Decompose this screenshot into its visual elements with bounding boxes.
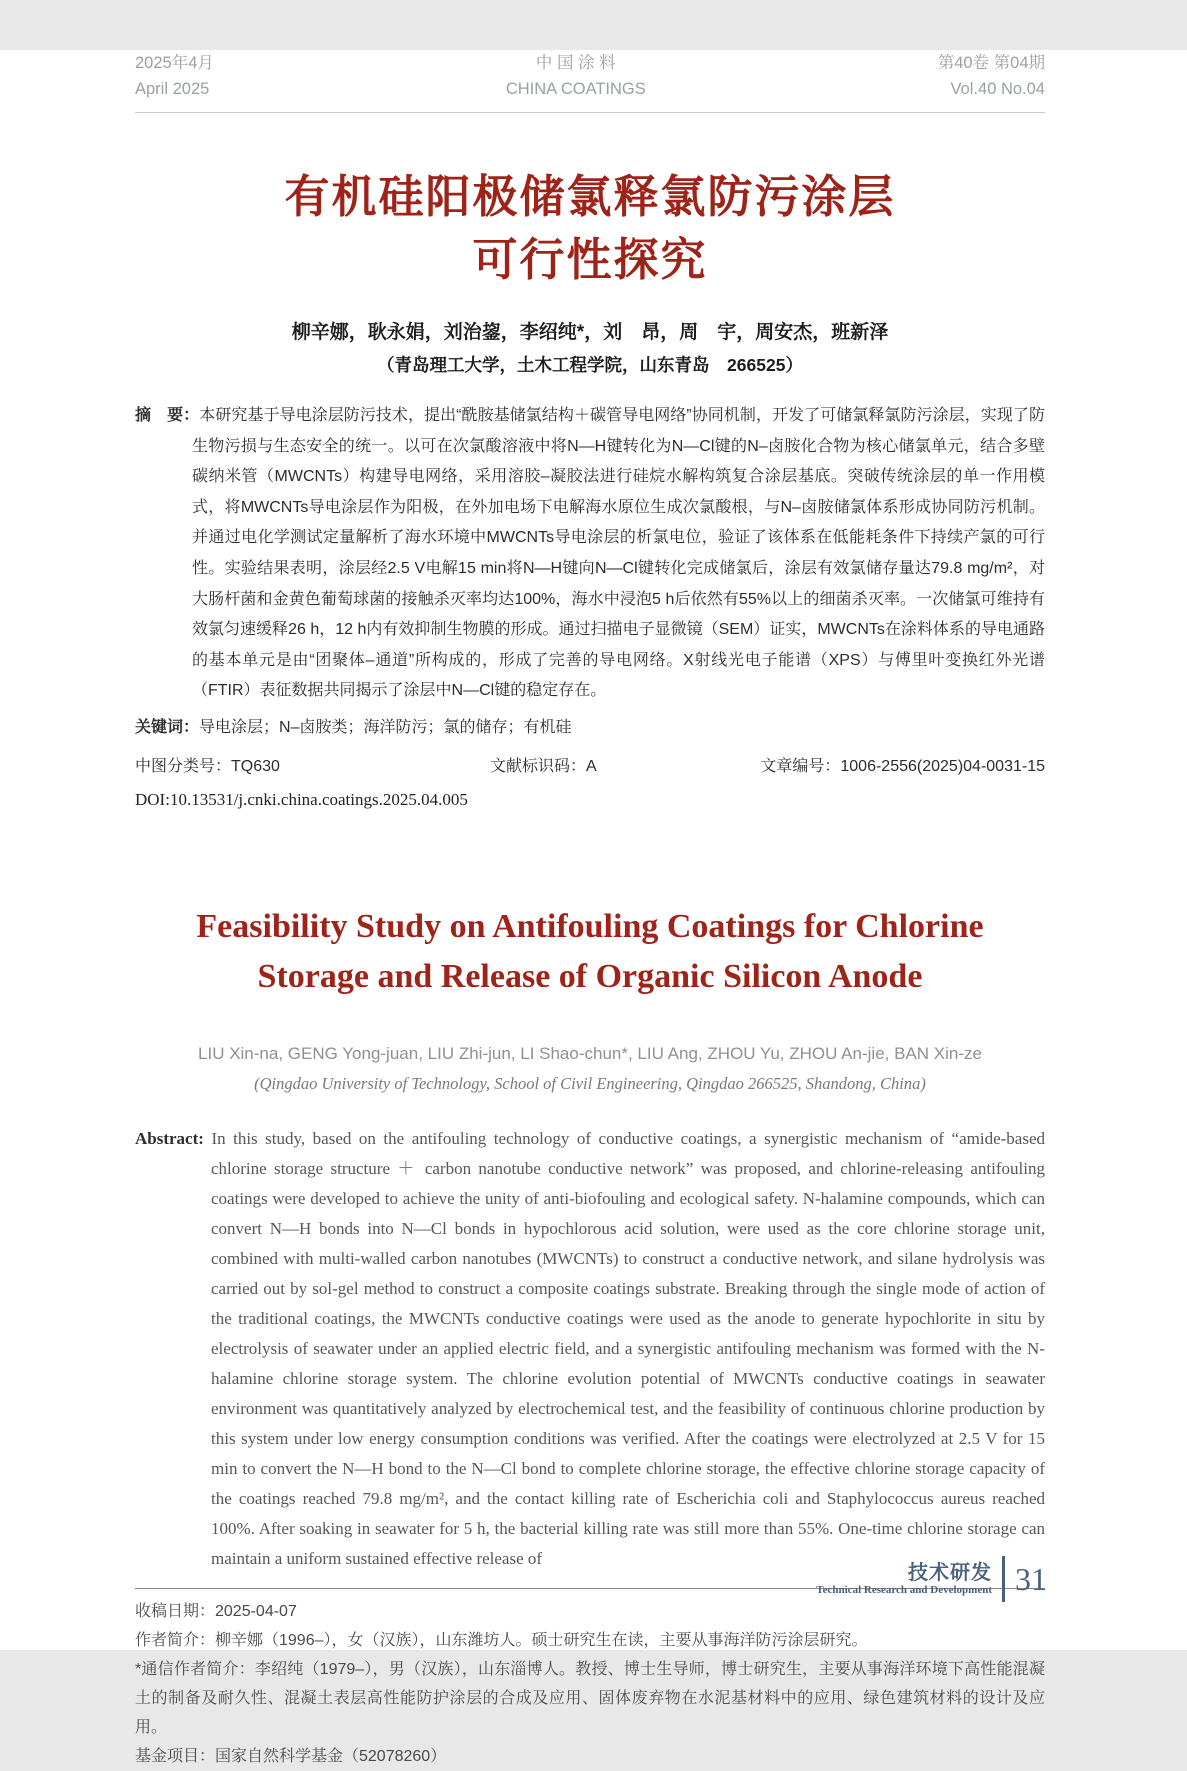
abstract-en-text: In this study, based on the antifouling technology of conductive coatings, a synergistic mechanism of “amide-based chlorine storage structure ＋ carbon nanotube conductive network” was proposed, and chlorine-releasing antifouling coatings were developed to achieve the unity of anti-biofouling and ecological safety. N-halamine compounds, which can convert N—H bonds into N—Cl bonds in hypochlorous acid solution, were used as the core chlorine storage unit, combined with multi-walled carbon nanotubes (MWCNTs) to construct a conductive network, and silane hydrolysis was carried out by sol-gel method to construct a composite coatings substrate. Breaking through the single mode of action of the traditional coatings, the MWCNTs conductive coatings were used as the anode to generate hypochlorite in situ by electrolysis of seawater under an applied electric field, and a synergistic antifouling mechanism was formed with the N-halamine chlorine storage system. The chlorine evolution potential of MWCNTs conductive coatings in seawater environment was quantitatively analyzed by electrochemical test, and the feasibility of continuous chlorine production by this system under low energy consumption conditions was verified. After the coatings were electrolyzed at 2.5 V for 15 min to convert the N—H bond to the N—Cl bond to complete chlorine storage, the effective chlorine storage capacity of the coatings reached 79.8 mg/m², and the contact killing rate of Escherichia coli and Staphylococcus aureus reached 100%. After soaking in seawater for 5 h, the bacterial killing rate was still more than 55%. One-time chlorine storage can maintain a uniform sustained effective release of bbox=[211, 1128, 1046, 1568]
footnotes bbox=[135, 1588, 1045, 1771]
document-code: 文献标识码：A bbox=[490, 757, 597, 775]
authors-en: LIU Xin-na, GENG Yong-juan, LIU Zhi-jun, LI Shao-chun*, LIU Ang, ZHOU Yu, ZHOU An-jie, BAN Xin-ze bbox=[198, 1043, 982, 1063]
clc-number: 中图分类号：TQ630 bbox=[135, 757, 280, 775]
section-footer-labels bbox=[816, 1562, 1002, 1596]
affiliation-en: (Qingdao University of Technology, School of Civil Engineering, Qingdao 266525, Shandong, China) bbox=[254, 1073, 926, 1093]
footnote-fund-project: 基金项目：国家自然科学基金（52078260） bbox=[135, 1747, 447, 1765]
page-number: 31 bbox=[1015, 1560, 1047, 1597]
footnote-received-date: 收稿日期：2025-04-07 bbox=[135, 1602, 297, 1620]
footer-divider bbox=[1002, 1556, 1005, 1602]
article-title-en-line2: Storage and Release of Organic Silicon Anode bbox=[257, 957, 923, 995]
section-name-en: Technical Research and Development bbox=[816, 1584, 992, 1596]
footnote-author-bio: 作者简介：柳辛娜（1996–），女（汉族），山东潍坊人。硕士研究生在读，主要从事海洋防污涂层研究。 bbox=[135, 1631, 868, 1649]
classification-row bbox=[135, 753, 1045, 776]
footnote-corresponding-author-bio: *通信作者简介：李绍纯（1979–），男（汉族），山东淄博人。教授、博士生导师，博士研究生，主要从事海洋环境下高性能混凝土的制备及耐久性、混凝土表层高性能防护涂层的合成及应用、固体废弃物在水泥基材料中的应用、绿色建筑材料的设计及应用。 bbox=[135, 1660, 1045, 1736]
issue-date-cn: 2025年4月 bbox=[135, 54, 214, 72]
volume-issue-en: Vol.40 No.04 bbox=[950, 80, 1045, 98]
abstract-cn bbox=[135, 401, 1045, 707]
affiliation-cn: （青岛理工大学，土木工程学院，山东青岛 266525） bbox=[377, 355, 803, 375]
volume-issue-cn: 第40卷 第04期 bbox=[937, 54, 1045, 72]
abstract-en-label: Abstract: bbox=[135, 1128, 204, 1148]
journal-header bbox=[135, 50, 1045, 113]
article-title-en bbox=[135, 902, 1045, 1002]
keywords-text: 导电涂层；N–卤胺类；海洋防污；氯的储存；有机硅 bbox=[199, 718, 572, 736]
article-title-cn-line2: 可行性探究 bbox=[472, 234, 708, 285]
keywords-line bbox=[135, 713, 1045, 743]
doi-line: DOI:10.13531/j.cnki.china.coatings.2025.04.005 bbox=[135, 789, 468, 809]
issue-date-en: April 2025 bbox=[135, 80, 210, 98]
article-id: 文章编号：1006-2556(2025)04-0031-15 bbox=[760, 757, 1045, 775]
keywords-label: 关键词： bbox=[135, 718, 200, 736]
article-title-cn-line1: 有机硅阳极储氯释氯防污涂层 bbox=[284, 171, 896, 222]
journal-page bbox=[0, 50, 1187, 1765]
header-journal-name bbox=[506, 50, 646, 102]
header-issue-date bbox=[135, 50, 214, 102]
article-title-en-line1: Feasibility Study on Antifouling Coatings for Chlorine bbox=[196, 907, 984, 945]
section-name-cn: 技术研发 bbox=[908, 1562, 992, 1584]
journal-name-en: CHINA COATINGS bbox=[505, 80, 646, 98]
article-title-cn bbox=[135, 165, 1045, 291]
abstract-cn-text: 本研究基于导电涂层防污技术，提出“酰胺基储氯结构＋碳管导电网络”协同机制，开发了可储氯释氯防污涂层，实现了防生物污损与生态安全的统一。以可在次氯酸溶液中将N—H键转化为N—Cl键的N–卤胺化合物为核心储氯单元，结合多壁碳纳米管（MWCNTs）构建导电网络，采用溶胶–凝胶法进行硅烷水解构筑复合涂层基底。突破传统涂层的单一作用模式，将MWCNTs导电涂层作为阳极，在外加电场下电解海水原位生成次氯酸根，与N–卤胺储氯体系形成协同防污机制。并通过电化学测试定量解析了海水环境中MWCNTs导电涂层的析氯电位，验证了该体系在低能耗条件下持续产氯的可行性。实验结果表明，涂层经2.5 V电解15 min将N—H键向N—Cl键转化完成储氯后，涂层有效氯储存量达79.8 mg/m²，对大肠杆菌和金黄色葡萄球菌的接触杀灭率均达100%，海水中浸泡5 h后依然有55%以上的细菌杀灭率。一次储氯可维持有效氯匀速缓释26 h，12 h内有效抑制生物膜的形成。通过扫描电子显微镜（SEM）证实，MWCNTs在涂料体系的导电通路的基本单元是由“团聚体–通道”所构成的，形成了完善的导电网络。X射线光电子能谱（XPS）与傅里叶变换红外光谱（FTIR）表征数据共同揭示了涂层中N—Cl键的稳定存在。 bbox=[192, 407, 1045, 700]
abstract-en bbox=[135, 1124, 1045, 1574]
header-volume-issue bbox=[938, 50, 1045, 102]
authors-cn: 柳辛娜，耿永娟，刘治鋆，李绍纯*，刘 昂，周 宇，周安杰，班新泽 bbox=[291, 322, 889, 343]
journal-name-cn: 中 国 涂 料 bbox=[535, 54, 616, 72]
abstract-cn-label: 摘 要： bbox=[135, 407, 200, 424]
section-footer bbox=[816, 1556, 1047, 1602]
